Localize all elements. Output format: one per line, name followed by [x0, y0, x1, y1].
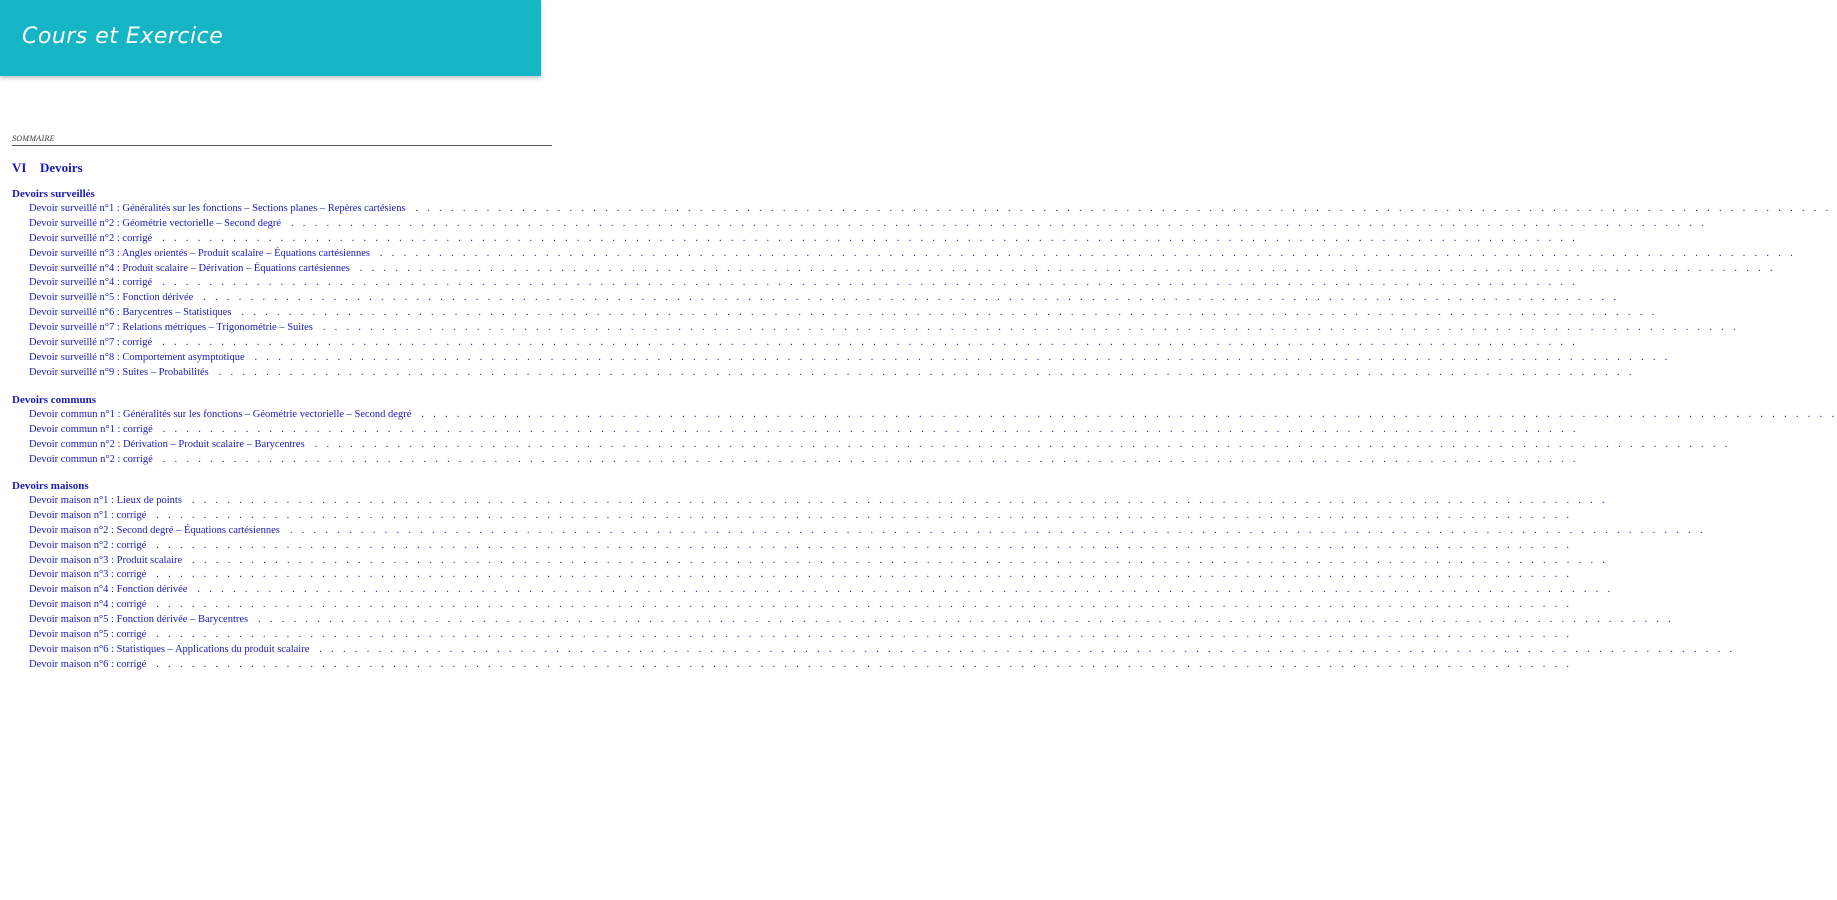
section-heading-maisons[interactable]: Devoirs maisons [12, 480, 89, 492]
toc-list-communs [29, 408, 1837, 468]
toc-dot-leader: . . . . . . . . . . . . . . . . . . . . . . . . . . . . . . . . . . . . . . . . . . . . . . . . . . . . . . . . . . . . . . . . . . . . . . . . . . . . . . . . . . . . . . . . . . . . . . . . . . . . . . . . . . . . . . . . . . . . . . . . [185, 495, 1608, 506]
toc-entry[interactable] [29, 351, 1671, 366]
toc-entry-label: Devoir maison n°1 : corrigé [29, 510, 150, 521]
section-heading-surveilles[interactable]: Devoirs surveillés [12, 188, 95, 200]
toc-dot-leader: . . . . . . . . . . . . . . . . . . . . . . . . . . . . . . . . . . . . . . . . . . . . . . . . . . . . . . . . . . . . . . . . . . . . . . . . . . . . . . . . . . . . . . . . . . . . . . . . . . . . . . . . . . . . . . . . . . . . . . . . [248, 351, 1671, 363]
toc-entry[interactable] [29, 453, 1579, 468]
toc-entry-label: Devoir maison n°6 : corrigé [29, 659, 150, 670]
toc-dot-leader: . . . . . . . . . . . . . . . . . . . . . . . . . . . . . . . . . . . . . . . . . . . . . . . . . . . . . . . . . . . . . . . . . . . . . . . . . . . . . . . . . . . . . . . . . . . . . . . . . . . . . . . . . . . . . . . . . . . . . . . . [415, 409, 1837, 420]
toc-dot-leader: . . . . . . . . . . . . . . . . . . . . . . . . . . . . . . . . . . . . . . . . . . . . . . . . . . . . . . . . . . . . . . . . . . . . . . . . . . . . . . . . . . . . . . . . . . . . . . . . . . . . . . . . . . . . . . . . . . . . . . . . [191, 584, 1614, 596]
toc-entry[interactable] [29, 658, 1573, 673]
toc-entry[interactable] [29, 509, 1573, 524]
toc-dot-leader: . . . . . . . . . . . . . . . . . . . . . . . . . . . . . . . . . . . . . . . . . . . . . . . . . . . . . . . . . . . . . . . . . . . . . . . . . . . . . . . . . . . . . . . . . . . . . . . . . . . . . . . . . . . . . . . . . . . . . . . . [308, 438, 1731, 450]
toc-entry[interactable] [29, 408, 1837, 423]
toc-entry-label: Devoir maison n°6 : Statistiques – Applications du produit scalaire [29, 644, 313, 655]
toc-entry-label: Devoir surveillé n°7 : Relations métriques – Trigonométrie – Suites [29, 322, 317, 333]
toc-dot-leader: . . . . . . . . . . . . . . . . . . . . . . . . . . . . . . . . . . . . . . . . . . . . . . . . . . . . . . . . . . . . . . . . . . . . . . . . . . . . . . . . . . . . . . . . . . . . . . . . . . . . . . . . . . . . . . . . . . . . . . . . [235, 307, 1658, 319]
toc-entry[interactable] [29, 262, 1776, 277]
document-page[interactable] [0, 76, 1837, 900]
part-title: Devoirs [40, 160, 83, 175]
toc-entry-label: Devoir surveillé n°3 : Angles orientés – Produit scalaire – Équations cartésiennes [29, 248, 374, 259]
toc-list-surveilles [29, 202, 1832, 381]
toc-dot-leader: . . . . . . . . . . . . . . . . . . . . . . . . . . . . . . . . . . . . . . . . . . . . . . . . . . . . . . . . . . . . . . . . . . . . . . . . . . . . . . . . . . . . . . . . . . . . . . . . . . . . . . . . . . . . . . . . . . . . . . . . [156, 337, 1579, 349]
toc-entry-label: Devoir commun n°1 : corrigé [29, 424, 157, 435]
toc-dot-leader: . . . . . . . . . . . . . . . . . . . . . . . . . . . . . . . . . . . . . . . . . . . . . . . . . . . . . . . . . . . . . . . . . . . . . . . . . . . . . . . . . . . . . . . . . . . . . . . . . . . . . . . . . . . . . . . . . . . . . . . . [150, 629, 1573, 641]
toc-dot-leader: . . . . . . . . . . . . . . . . . . . . . . . . . . . . . . . . . . . . . . . . . . . . . . . . . . . . . . . . . . . . . . . . . . . . . . . . . . . . . . . . . . . . . . . . . . . . . . . . . . . . . . . . . . . . . . . . . . . . . . . . [197, 292, 1620, 304]
toc-entry[interactable] [29, 438, 1731, 453]
section-heading-communs[interactable]: Devoirs communs [12, 394, 97, 406]
app-title: Cours et Exercice [22, 24, 224, 49]
toc-entry-label: Devoir maison n°1 : Lieux de points [29, 495, 186, 506]
toc-entry-label: Devoir surveillé n°8 : Comportement asymptotique [29, 352, 249, 363]
toc-entry[interactable] [29, 524, 1706, 539]
toc-entry[interactable] [29, 291, 1620, 306]
toc-dot-leader: . . . . . . . . . . . . . . . . . . . . . . . . . . . . . . . . . . . . . . . . . . . . . . . . . . . . . . . . . . . . . . . . . . . . . . . . . . . . . . . . . . . . . . . . . . . . . . . . . . . . . . . . . . . . . . . . . . . . . . . . [150, 509, 1573, 521]
toc-dot-leader: . . . . . . . . . . . . . . . . . . . . . . . . . . . . . . . . . . . . . . . . . . . . . . . . . . . . . . . . . . . . . . . . . . . . . . . . . . . . . . . . . . . . . . . . . . . . . . . . . . . . . . . . . . . . . . . . . . . . . . . . [150, 599, 1573, 611]
toc-dot-leader: . . . . . . . . . . . . . . . . . . . . . . . . . . . . . . . . . . . . . . . . . . . . . . . . . . . . . . . . . . . . . . . . . . . . . . . . . . . . . . . . . . . . . . . . . . . . . . . . . . . . . . . . . . . . . . . . . . . . . . . . [150, 539, 1573, 551]
toc-entry[interactable] [29, 247, 1796, 262]
toc-entry[interactable] [29, 321, 1739, 336]
toc-entry-label: Devoir commun n°2 : corrigé [29, 454, 157, 465]
toc-entry[interactable] [29, 539, 1573, 554]
toc-dot-leader: . . . . . . . . . . . . . . . . . . . . . . . . . . . . . . . . . . . . . . . . . . . . . . . . . . . . . . . . . . . . . . . . . . . . . . . . . . . . . . . . . . . . . . . . . . . . . . . . . . . . . . . . . . . . . . . . . . . . . . . . [156, 453, 1579, 465]
toc-entry-label: Devoir maison n°3 : Produit scalaire [29, 555, 186, 566]
toc-entry-label: Devoir surveillé n°4 : corrigé [29, 277, 156, 288]
toc-entry[interactable] [29, 613, 1675, 628]
toc-entry-label: Devoir surveillé n°1 : Généralités sur les fonctions – Sections planes – Repères cartésiens [29, 203, 410, 214]
toc-entry-label: Devoir commun n°2 : Dérivation – Produit scalaire – Barycentres [29, 439, 309, 450]
toc-entry-label: Devoir maison n°2 : corrigé [29, 540, 150, 551]
toc-dot-leader: . . . . . . . . . . . . . . . . . . . . . . . . . . . . . . . . . . . . . . . . . . . . . . . . . . . . . . . . . . . . . . . . . . . . . . . . . . . . . . . . . . . . . . . . . . . . . . . . . . . . . . . . . . . . . . . . . . . . . . . . [353, 262, 1776, 274]
toc-entry[interactable] [29, 494, 1608, 509]
toc-dot-leader: . . . . . . . . . . . . . . . . . . . . . . . . . . . . . . . . . . . . . . . . . . . . . . . . . . . . . . . . . . . . . . . . . . . . . . . . . . . . . . . . . . . . . . . . . . . . . . . . . . . . . . . . . . . . . . . . . . . . . . . . [409, 203, 1832, 214]
app-bar [0, 0, 541, 76]
toc-entry[interactable] [29, 423, 1579, 438]
part-heading[interactable] [12, 160, 83, 176]
toc-dot-leader: . . . . . . . . . . . . . . . . . . . . . . . . . . . . . . . . . . . . . . . . . . . . . . . . . . . . . . . . . . . . . . . . . . . . . . . . . . . . . . . . . . . . . . . . . . . . . . . . . . . . . . . . . . . . . . . . . . . . . . . . [313, 643, 1736, 655]
toc-dot-leader: . . . . . . . . . . . . . . . . . . . . . . . . . . . . . . . . . . . . . . . . . . . . . . . . . . . . . . . . . . . . . . . . . . . . . . . . . . . . . . . . . . . . . . . . . . . . . . . . . . . . . . . . . . . . . . . . . . . . . . . . [150, 569, 1573, 581]
toc-entry[interactable] [29, 336, 1579, 351]
toc-dot-leader: . . . . . . . . . . . . . . . . . . . . . . . . . . . . . . . . . . . . . . . . . . . . . . . . . . . . . . . . . . . . . . . . . . . . . . . . . . . . . . . . . . . . . . . . . . . . . . . . . . . . . . . . . . . . . . . . . . . . . . . . [156, 277, 1579, 289]
toc-entry-label: Devoir maison n°3 : corrigé [29, 569, 150, 580]
toc-list-maisons [29, 494, 1736, 673]
toc-entry[interactable] [29, 202, 1832, 217]
toc-entry[interactable] [29, 643, 1736, 658]
toc-dot-leader: . . . . . . . . . . . . . . . . . . . . . . . . . . . . . . . . . . . . . . . . . . . . . . . . . . . . . . . . . . . . . . . . . . . . . . . . . . . . . . . . . . . . . . . . . . . . . . . . . . . . . . . . . . . . . . . . . . . . . . . . [212, 366, 1635, 378]
header-rule [12, 145, 552, 146]
toc-entry-label: Devoir surveillé n°6 : Barycentres – Statistiques [29, 307, 236, 318]
toc-entry[interactable] [29, 554, 1609, 569]
toc-entry[interactable] [29, 232, 1579, 247]
toc-entry[interactable] [29, 628, 1573, 643]
toc-dot-leader: . . . . . . . . . . . . . . . . . . . . . . . . . . . . . . . . . . . . . . . . . . . . . . . . . . . . . . . . . . . . . . . . . . . . . . . . . . . . . . . . . . . . . . . . . . . . . . . . . . . . . . . . . . . . . . . . . . . . . . . . [283, 524, 1706, 536]
running-head: SOMMAIRE [12, 134, 55, 143]
toc-dot-leader: . . . . . . . . . . . . . . . . . . . . . . . . . . . . . . . . . . . . . . . . . . . . . . . . . . . . . . . . . . . . . . . . . . . . . . . . . . . . . . . . . . . . . . . . . . . . . . . . . . . . . . . . . . . . . . . . . . . . . . . . [316, 322, 1739, 334]
toc-dot-leader: . . . . . . . . . . . . . . . . . . . . . . . . . . . . . . . . . . . . . . . . . . . . . . . . . . . . . . . . . . . . . . . . . . . . . . . . . . . . . . . . . . . . . . . . . . . . . . . . . . . . . . . . . . . . . . . . . . . . . . . . [374, 247, 1796, 259]
toc-dot-leader: . . . . . . . . . . . . . . . . . . . . . . . . . . . . . . . . . . . . . . . . . . . . . . . . . . . . . . . . . . . . . . . . . . . . . . . . . . . . . . . . . . . . . . . . . . . . . . . . . . . . . . . . . . . . . . . . . . . . . . . . [252, 614, 1675, 626]
toc-dot-leader: . . . . . . . . . . . . . . . . . . . . . . . . . . . . . . . . . . . . . . . . . . . . . . . . . . . . . . . . . . . . . . . . . . . . . . . . . . . . . . . . . . . . . . . . . . . . . . . . . . . . . . . . . . . . . . . . . . . . . . . . [186, 554, 1609, 566]
toc-entry[interactable] [29, 366, 1635, 381]
toc-entry[interactable] [29, 306, 1658, 321]
toc-entry-label: Devoir surveillé n°9 : Suites – Probabilités [29, 367, 213, 378]
toc-entry-label: Devoir maison n°4 : Fonction dérivée [29, 584, 191, 595]
toc-entry-label: Devoir maison n°5 : corrigé [29, 629, 150, 640]
toc-entry-label: Devoir surveillé n°2 : Géométrie vectorielle – Second degré [29, 218, 285, 229]
toc-entry-label: Devoir maison n°5 : Fonction dérivée – Barycentres [29, 614, 252, 625]
part-number: VI [12, 160, 27, 175]
toc-dot-leader: . . . . . . . . . . . . . . . . . . . . . . . . . . . . . . . . . . . . . . . . . . . . . . . . . . . . . . . . . . . . . . . . . . . . . . . . . . . . . . . . . . . . . . . . . . . . . . . . . . . . . . . . . . . . . . . . . . . . . . . . [150, 658, 1573, 670]
toc-entry[interactable] [29, 276, 1579, 291]
toc-dot-leader: . . . . . . . . . . . . . . . . . . . . . . . . . . . . . . . . . . . . . . . . . . . . . . . . . . . . . . . . . . . . . . . . . . . . . . . . . . . . . . . . . . . . . . . . . . . . . . . . . . . . . . . . . . . . . . . . . . . . . . . . [285, 217, 1708, 229]
toc-dot-leader: . . . . . . . . . . . . . . . . . . . . . . . . . . . . . . . . . . . . . . . . . . . . . . . . . . . . . . . . . . . . . . . . . . . . . . . . . . . . . . . . . . . . . . . . . . . . . . . . . . . . . . . . . . . . . . . . . . . . . . . . [156, 423, 1579, 435]
toc-entry[interactable] [29, 598, 1573, 613]
toc-entry-label: Devoir surveillé n°7 : corrigé [29, 337, 156, 348]
toc-entry-label: Devoir surveillé n°4 : Produit scalaire – Dérivation – Équations cartésiennes [29, 263, 354, 274]
toc-entry-label: Devoir surveillé n°2 : corrigé [29, 233, 156, 244]
toc-entry[interactable] [29, 583, 1614, 598]
toc-entry[interactable] [29, 217, 1708, 232]
toc-dot-leader: . . . . . . . . . . . . . . . . . . . . . . . . . . . . . . . . . . . . . . . . . . . . . . . . . . . . . . . . . . . . . . . . . . . . . . . . . . . . . . . . . . . . . . . . . . . . . . . . . . . . . . . . . . . . . . . . . . . . . . . . [156, 232, 1579, 244]
toc-entry-label: Devoir maison n°4 : corrigé [29, 599, 150, 610]
toc-entry-label: Devoir surveillé n°5 : Fonction dérivée [29, 292, 197, 303]
toc-entry[interactable] [29, 568, 1573, 583]
toc-entry-label: Devoir maison n°2 : Second degré – Équations cartésiennes [29, 525, 284, 536]
toc-entry-label: Devoir commun n°1 : Généralités sur les fonctions – Géométrie vectorielle – Second degré [29, 409, 415, 420]
